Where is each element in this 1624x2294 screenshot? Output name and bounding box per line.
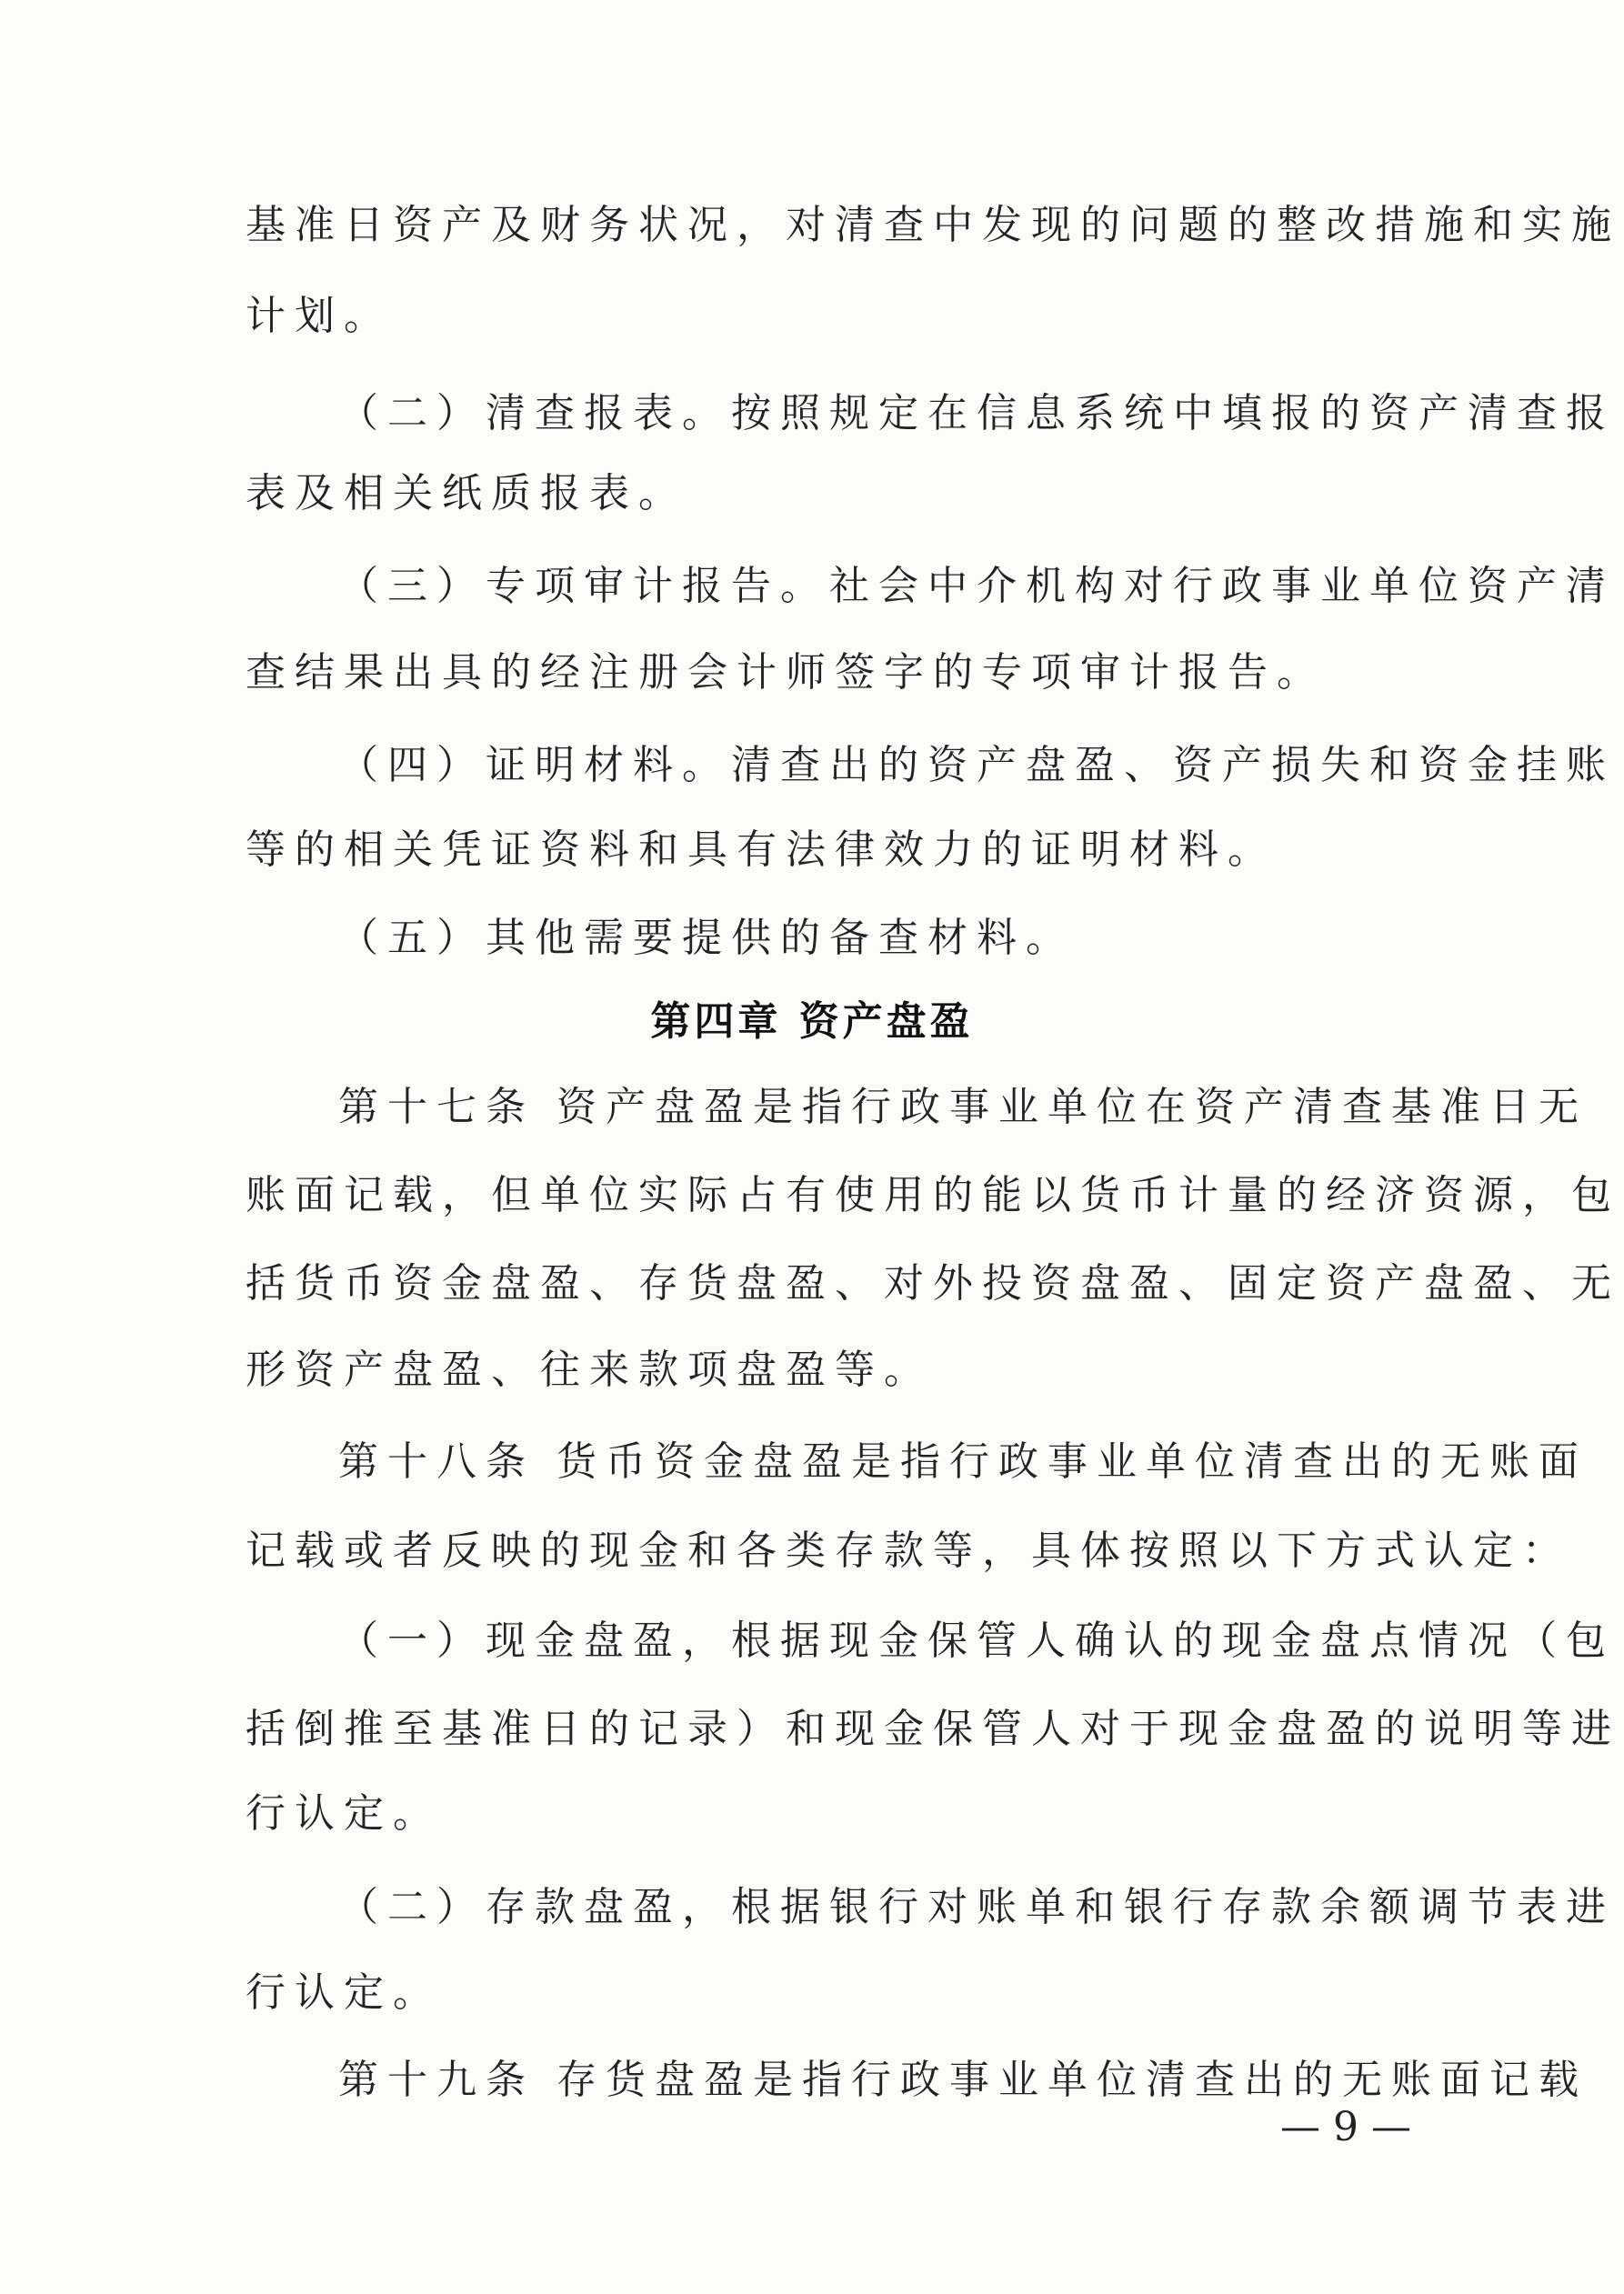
text-line: 基准日资产及财务状况，对清查中发现的问题的整改措施和实施 bbox=[246, 202, 1620, 248]
text-line: 第十八条 货币资金盘盈是指行政事业单位清查出的无账面 bbox=[338, 1438, 1588, 1485]
text-line: 行认定。 bbox=[246, 1969, 442, 2016]
text-line: 行认定。 bbox=[246, 1790, 442, 1837]
chapter-heading: 第四章 资产盘盈 bbox=[650, 998, 974, 1045]
text-line: 第十七条 资产盘盈是指行政事业单位在资产清查基准日无 bbox=[338, 1084, 1588, 1130]
text-line: 记载或者反映的现金和各类存款等，具体按照以下方式认定： bbox=[246, 1528, 1571, 1574]
text-line: （二）清查报表。按照规定在信息系统中填报的资产清查报 bbox=[338, 390, 1615, 436]
text-line: 查结果出具的经注册会计师签字的专项审计报告。 bbox=[246, 649, 1326, 696]
text-line: 计划。 bbox=[246, 293, 393, 339]
text-line: （五）其他需要提供的备查材料。 bbox=[338, 915, 1075, 961]
text-line: （三）专项审计报告。社会中介机构对行政事业单位资产清 bbox=[338, 563, 1615, 609]
page-number: — 9 — bbox=[1280, 2104, 1411, 2150]
text-line: 等的相关凭证资料和具有法律效力的证明材料。 bbox=[246, 826, 1277, 873]
text-line: 表及相关纸质报表。 bbox=[246, 470, 687, 516]
text-line: 括倒推至基准日的记录）和现金保管人对于现金盘盈的说明等进 bbox=[246, 1706, 1620, 1752]
text-line: （一）现金盘盈，根据现金保管人确认的现金盘点情况（包 bbox=[338, 1618, 1615, 1664]
text-line: 括货币资金盘盈、存货盘盈、对外投资盘盈、固定资产盘盈、无 bbox=[246, 1260, 1620, 1307]
text-line: 第十九条 存货盘盈是指行政事业单位清查出的无账面记载 bbox=[338, 2057, 1588, 2103]
text-line: 账面记载，但单位实际占有使用的能以货币计量的经济资源，包 bbox=[246, 1172, 1620, 1218]
text-line: （二）存款盘盈，根据银行对账单和银行存款余额调节表进 bbox=[338, 1884, 1615, 1930]
text-line: 形资产盘盈、往来款项盘盈等。 bbox=[246, 1347, 933, 1393]
text-line: （四）证明材料。清查出的资产盘盈、资产损失和资金挂账 bbox=[338, 742, 1615, 788]
